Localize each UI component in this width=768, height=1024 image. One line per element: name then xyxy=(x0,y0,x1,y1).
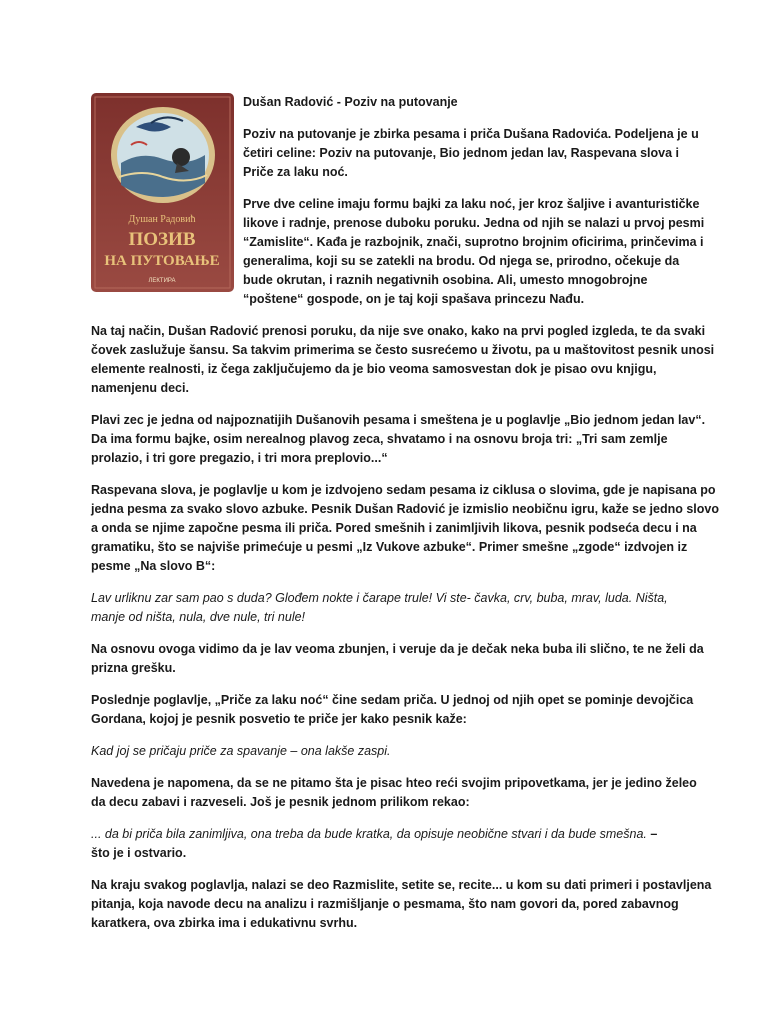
text-line: Poziv na putovanje je zbirka pesama i priča Dušana Radovića. Podeljena je u xyxy=(243,127,699,141)
text-line: namenjenu deci. xyxy=(91,381,189,395)
cover-author: Душан Радовић xyxy=(128,214,196,225)
quote-line: Lav urliknu zar sam pao s duda? Glođem nokte i čarape trule! Vi ste- čavka, crv, buba, mrav, luda. Ništa, xyxy=(91,591,668,605)
text-line: prizna grešku. xyxy=(91,661,176,675)
text-line: Da ima formu bajke, osim nerealnog plavog zeca, shvatamo i na osnovu broja tri: „Tri sam zemlje xyxy=(91,432,668,446)
text-line: što je i ostvario. xyxy=(91,846,187,860)
text-line: Poslednje poglavlje, „Priče za laku noć“ čine sedam priča. U jednoj od njih opet se pominje devojčica xyxy=(91,693,694,707)
page-title: Dušan Radović - Poziv na putovanje xyxy=(243,95,458,109)
text-line: Plavi zec je jedna od najpoznatijih Dušanovih pesama i smeštena je u poglavlje „Bio jednom jedan lav“. xyxy=(91,413,706,427)
text-line: pesme „Na slovo B“: xyxy=(91,559,216,573)
book-cover-image xyxy=(91,93,234,292)
book-cover-illustration xyxy=(91,93,234,292)
text-line: likove i radnje, prenose duboku poruku. Jedna od njih se nalazi u prvoj pesmi xyxy=(243,216,705,230)
quote-line xyxy=(91,825,657,844)
text-line: “Zamislite“. Kađa je razbojnik, znači, suprotno brojnim oficirima, prinčevima i xyxy=(243,235,704,249)
text-line: čovek zaslužuje šansu. Sa takvim primerima se često susrećemo u životu, pa u maštovitost pesnik unosi xyxy=(91,343,715,357)
text-line: gramatiku, što se najviše primećuje u pesmi „Iz Vukove azbuke“. Primer smešne „zgode“ izdvojen iz xyxy=(91,540,688,554)
text-line: Priče za laku noć. xyxy=(243,165,348,179)
text-line: prolazio, i tri gore pregazio, i tri mora preplovio...“ xyxy=(91,451,388,465)
text-line: četiri celine: Poziv na putovanje, Bio jednom jedan lav, Raspevana slova i xyxy=(243,146,680,160)
text-line: elemente realnosti, iz čega zaključujemo da je bio veoma samosvestan dok je pisao ovu knjigu, xyxy=(91,362,657,376)
text-line: Prve dve celine imaju formu bajki za laku noć, jer kroz šaljive i avanturističke xyxy=(243,197,700,211)
quote-line: manje od ništa, nula, dve nule, tri nule! xyxy=(91,610,306,624)
cover-title-line1: ПОЗИВ xyxy=(128,229,196,250)
cover-publisher: ЛЕКТИРА xyxy=(148,278,176,284)
text-line: Na osnovu ovoga vidimo da je lav veoma zbunjen, i veruje da je dečak neka buba ili slično, te ne želi da xyxy=(91,642,704,656)
text-line: karatkera, ova zbirka ima i edukativnu svrhu. xyxy=(91,916,358,930)
cover-title-line2: НА ПУТОВАЊЕ xyxy=(104,253,220,269)
quote-italic-text: ... da bi priča bila zanimljiva, ona treba da bude kratka, da opisuje neobične stvari i da bude smešna. xyxy=(91,827,647,841)
text-line: pitanja, koja navode decu na analizu i razmišljanje o pesmama, što nam govori da, pored zabavnog xyxy=(91,897,679,911)
text-line: jedna pesma za svako slovo azbuke. Pesnik Dušan Radović je izmislio neobičnu igru, kaže se jedno slovo xyxy=(91,502,719,516)
text-line: Na taj način, Dušan Radović prenosi poruku, da nije sve onako, kako na prvi pogled izgleda, te da svaki xyxy=(91,324,706,338)
text-line: bude okrutan, i raznih negativnih osobina. Ali, umesto mnogobrojne xyxy=(243,273,648,287)
text-line: a onda se njime započne pesma ili priča. Pored smešnih i zanimljivih likova, pesnik podseća decu i na xyxy=(91,521,697,535)
text-line: generalima, koji su se zatekli na brodu. Od njega se, prirodno, očekuje da xyxy=(243,254,680,268)
text-line: “poštene“ gospode, on je taj koji spašava princezu Nađu. xyxy=(243,292,585,306)
text-line: Navedena je napomena, da se ne pitamo šta je pisac hteo reći svojim pripovetkama, jer je jedino želeo xyxy=(91,776,697,790)
text-line: Raspevana slova, je poglavlje u kom je izdvojeno sedam pesama iz ciklusa o slovima, gde je napisana po xyxy=(91,483,716,497)
quote-line: Kad joj se pričaju priče za spavanje – ona lakše zaspi. xyxy=(91,744,391,758)
text-line: Na kraju svakog poglavlja, nalazi se deo Razmislite, setite se, recite... u kom su dati primeri i postavljena xyxy=(91,878,712,892)
text-line: da decu zabavi i razveseli. Još je pesnik jednom prilikom rekao: xyxy=(91,795,470,809)
text-line: Gordana, kojoj je pesnik posvetio te priče jer kako pesnik kaže: xyxy=(91,712,467,726)
quote-dash: – xyxy=(646,827,658,841)
